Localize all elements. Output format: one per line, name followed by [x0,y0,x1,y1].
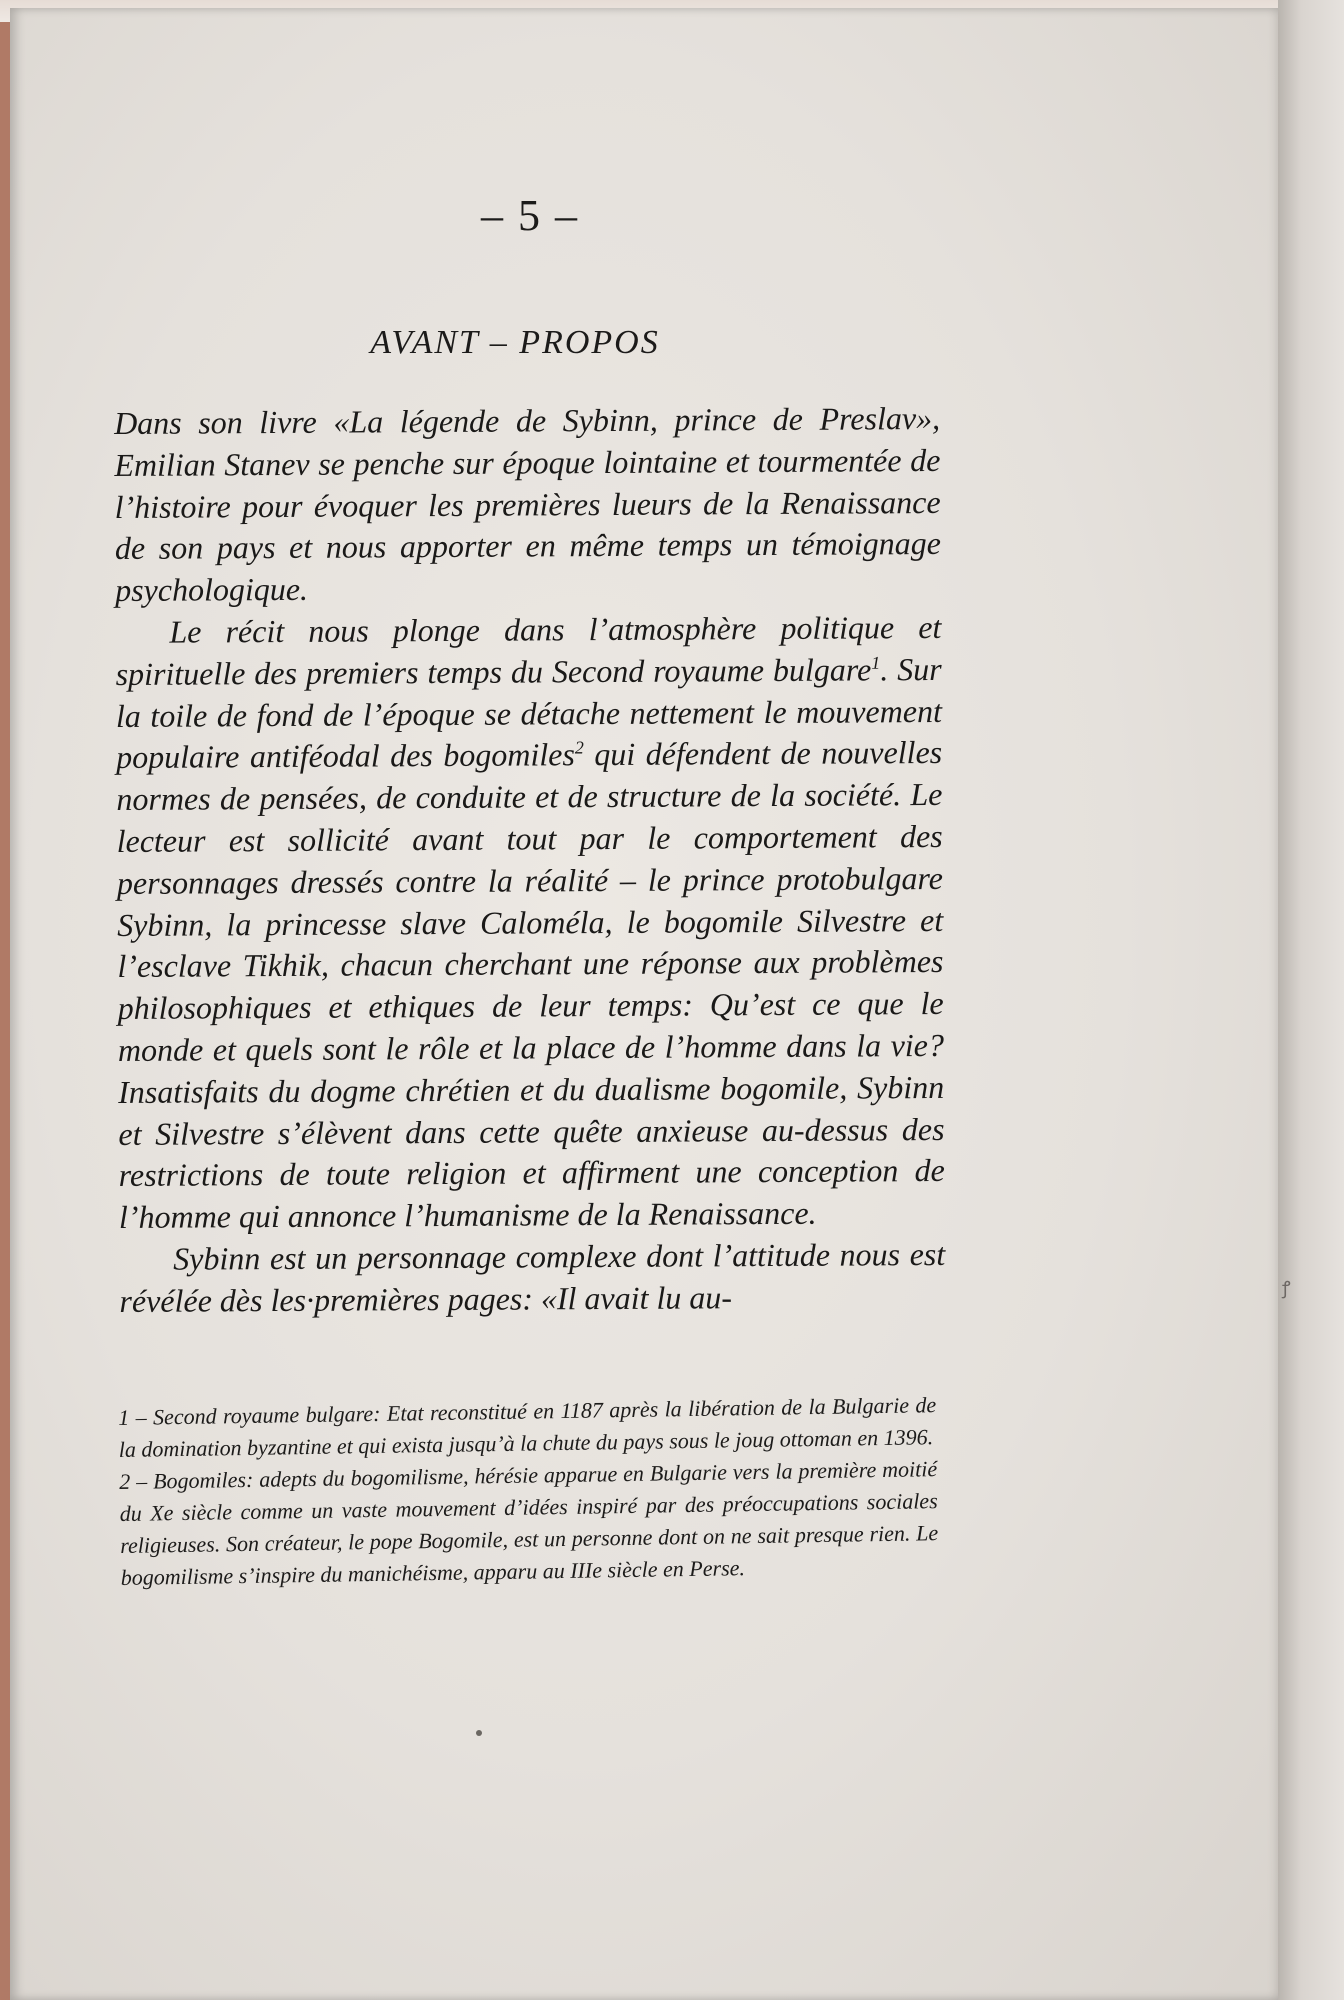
paragraph-2-part-1: Le récit nous plonge dans l’atmosphère politique et spirituelle des premiers temps du Second royaume bulgare [115,608,942,692]
page-number: – 5 – [481,191,579,240]
paper-speck [476,1730,482,1736]
paragraph-3: Sybinn est un personnage complexe dont l’attitude nous est révélée dès les·premières pages: «Il avait lu au- [119,1235,946,1319]
footnote-ref-2: 2 [574,737,584,758]
footnote-ref-1: 1 [871,652,881,673]
chapter-heading: AVANT – PROPOS [370,324,660,361]
margin-mark: ꝭ [1282,1278,1291,1299]
body-text [114,398,946,1323]
paragraph-2 [115,607,945,1239]
paragraph-2-part-2: . Sur la toile de fond de l’époque se détache nettement le mouvement populaire antiféodal des bogomiles [115,650,943,776]
paragraph-2-part-3: qui défendent de nouvelles normes de pensées, de conduite et de structure de la société. Le lecteur est sollicité avant tout par le comportement des personnages dressés contre la réalité – le prince protobulgare Sybinn, la princesse slave Caloméla, le bogomile Silvestre et l’esclave Tikhik, chacun cherchant une réponse aux problèmes philosophiques et ethiques de leur temps: Qu’est ce que le monde et quels sont le rôle et la place de l’homme dans la vie? Insatisfaits du dogme chrétien et du dualisme bogomile, Sybinn et Silvestre s’élèvent dans cette quête anxieuse au-dessus des restrictions de toute religion et affirment une conception de l’homme qui annonce l’humanisme de la Renaissance. [116,734,945,1236]
page-stack-right-edge [1278,0,1344,2000]
footnote-2: 2 – Bogomiles: adepts du bogomilisme, hérésie apparue en Bulgarie vers la première moitié du Xe siècle comme un vaste mouvement d’idées inspiré par des préoccupations sociales religieuses. Son créateur, le pope Bogomile, est un personne dont on ne sait presque rien. Le bogomilisme s’inspire du manichéisme, apparu au IIIe siècle en Perse. [119,1456,939,1590]
footnotes [118,1389,939,1594]
footnote-1: 1 – Second royaume bulgare: Etat reconstitué en 1187 après la libération de la Bulgarie de la domination byzantine et qui exista jusqu’à la chute du pays sous le joug ottoman en 1396. [118,1392,937,1462]
paragraph-1: Dans son livre «La légende de Sybinn, prince de Preslav», Emilian Stanev se penche sur époque lointaine et tourmentée de l’histoire pour évoquer les premières lueurs de la Renaissance de son pays et nous apporter en même temps un témoignage psychologique. [114,399,941,609]
book-page [10,8,1278,2000]
